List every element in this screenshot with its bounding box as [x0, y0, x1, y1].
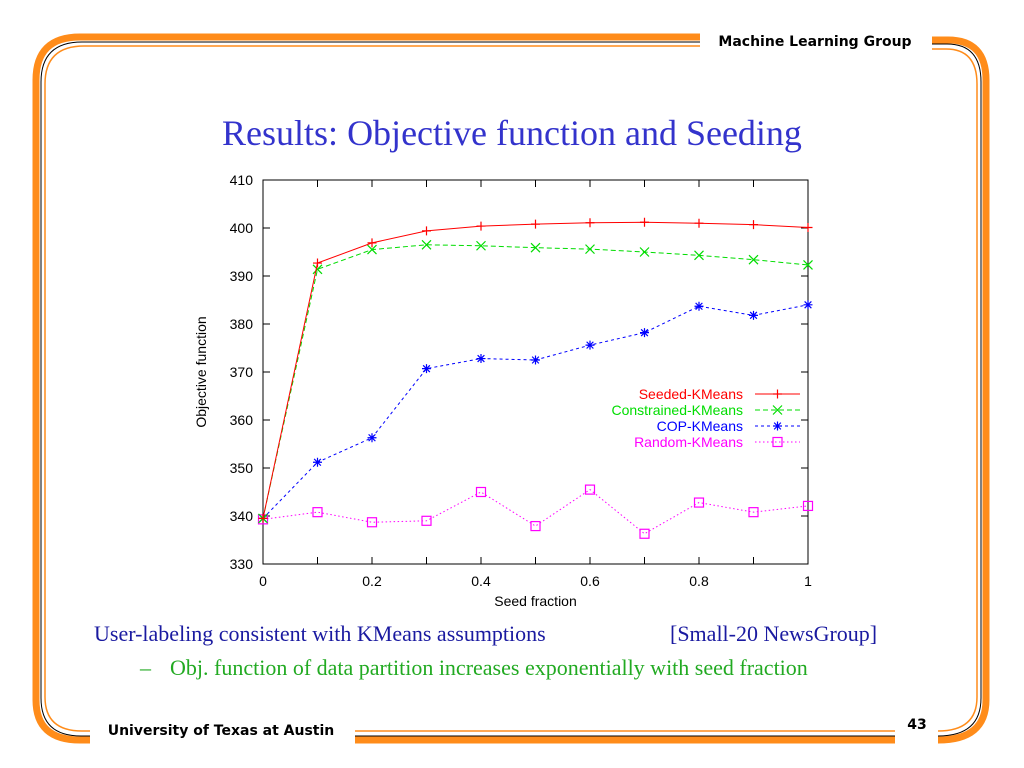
x-tick-label: 0.6 — [580, 573, 600, 589]
data-point — [531, 220, 540, 229]
data-point — [313, 458, 322, 467]
legend-label: Random-KMeans — [634, 434, 743, 450]
data-point — [749, 311, 758, 320]
legend-marker — [773, 390, 782, 399]
page-number: 43 — [900, 715, 934, 735]
y-axis-label: Objective function — [193, 316, 209, 428]
series-constrained-kmeans — [259, 240, 813, 523]
bullet-text: Obj. function of data partition increases exponentially with seed fraction — [170, 655, 808, 680]
data-point — [586, 218, 595, 227]
data-point — [531, 522, 540, 531]
legend-label: COP-KMeans — [656, 418, 743, 434]
data-point — [640, 218, 649, 227]
y-tick-label: 360 — [229, 412, 253, 428]
data-point — [804, 300, 813, 309]
footer-university: University of Texas at Austin — [92, 721, 350, 741]
legend-label: Constrained-KMeans — [611, 402, 743, 418]
series-random-kmeans — [259, 485, 813, 538]
header-group-name: Machine Learning Group — [704, 32, 926, 52]
objective-function-chart — [180, 168, 830, 618]
y-tick-label: 380 — [229, 316, 253, 332]
x-tick-label: 0.8 — [689, 573, 709, 589]
data-point — [640, 529, 649, 538]
data-point — [695, 302, 704, 311]
data-point — [477, 222, 486, 231]
y-tick-label: 390 — [229, 268, 253, 284]
data-point — [422, 364, 431, 373]
data-point — [695, 219, 704, 228]
series-line — [263, 490, 808, 534]
legend-marker — [773, 438, 782, 447]
caption-dataset: [Small-20 NewsGroup] — [670, 621, 878, 646]
x-tick-label: 0.4 — [471, 573, 491, 589]
slide-title: Results: Objective function and Seeding — [222, 113, 802, 153]
y-tick-label: 350 — [229, 460, 253, 476]
x-tick-label: 1 — [804, 573, 812, 589]
y-tick-label: 410 — [229, 172, 253, 188]
data-point — [477, 354, 486, 363]
data-point — [368, 433, 377, 442]
y-tick-label: 340 — [229, 508, 253, 524]
data-point — [422, 226, 431, 235]
data-point — [586, 341, 595, 350]
x-tick-label: 0.2 — [362, 573, 382, 589]
legend-label: Seeded-KMeans — [638, 386, 743, 402]
bullet-dash: – — [140, 655, 151, 680]
y-tick-label: 330 — [229, 556, 253, 572]
x-axis-label: Seed fraction — [494, 593, 577, 609]
y-tick-label: 370 — [229, 364, 253, 380]
caption-left: User-labeling consistent with KMeans assumptions — [94, 621, 546, 646]
legend-marker — [773, 422, 782, 431]
data-point — [531, 356, 540, 365]
x-tick-label: 0 — [259, 573, 267, 589]
data-point — [477, 488, 486, 497]
data-point — [368, 518, 377, 527]
data-point — [749, 220, 758, 229]
data-point — [640, 328, 649, 337]
data-point — [804, 223, 813, 232]
series-seeded-kmeans — [259, 218, 813, 523]
series-line — [263, 245, 808, 519]
plot-area-border — [263, 180, 808, 564]
series-line — [263, 222, 808, 518]
data-point — [313, 508, 322, 517]
y-tick-label: 400 — [229, 220, 253, 236]
